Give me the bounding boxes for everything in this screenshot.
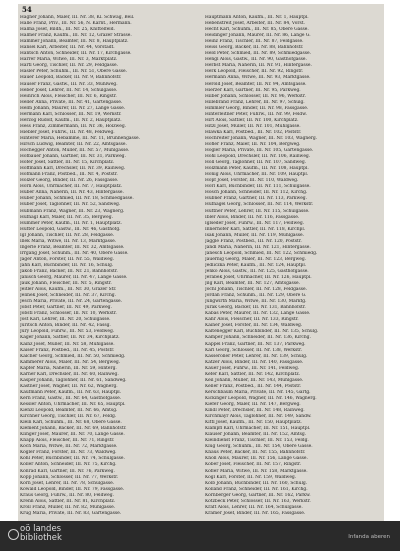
entry-line: Kirchmayr Alois, Taglöhner, III. Nr. 149, Sandw. [205,414,312,420]
entry-line: Hitzl Josef, Müller, III. Nr. 101, Mühlgasse. [205,123,301,129]
entry-line: Krenn Alois, Sattler, III. Nr. 81, Kirchplatz. [20,498,116,504]
entry-line: Hansel Karl, Arbeiter, III. Nr. 44, Vorstadt. [20,45,115,51]
entry-line: Hierzer Karl, Gärtner, III. Nr. 95, Parkweg. [205,87,301,93]
footer-bar [0,521,400,551]
entry-line: Hopf Josef, Förster, III. Nr. 110, Waldweg. [205,178,299,184]
entry-line: Jedliczka Peter, Kaufm., III. Nr. 124, Hauptpl. [205,262,307,268]
entry-line: Jäggle Franz, Postbed., III. Nr. 120, Poststr. [205,238,302,244]
entry-line: Kainz Josef, Müller, III. Nr. 58, Mühlgasse. [20,341,115,347]
entry-line: Herold Josef, Beamter, III. Nr. 94, Amtsgasse. [205,81,307,87]
entry-line: Klug Georg, Schuhm., III. Nr. 154, Obere Gasse. [205,444,313,450]
entry-line: Keil Johann, Müller, III. Nr. 143, Mühlgasse. [205,377,304,383]
entry-line: Kaltenegger Karl, Buchbinder, III. Nr. 135, Schulg. [205,329,319,335]
left-column [20,15,196,517]
entry-line: Horn Alois, Uhrmacher, III. Nr. 7, Hauptplatz. [20,184,123,190]
entry-line: Jerabek Josef, Uhrmacher, III. Nr. 126, Hauptpl. [205,275,312,281]
entry-line: Hufnagl Karl, Maler, III. Nr. 35, Bergweg. [20,214,113,220]
entry-line: Kappel Franz, Gärtner, III. Nr. 137, Parkweg. [205,341,306,347]
entry-line: Hauser Franz, Gastw., III. Nr. 33, Mühlweg. [20,81,118,87]
entry-line: Held Peter, Schmied, III. Nr. 89, Schmiedgasse. [205,51,312,57]
entry-line: Kogler Franz, Förster, III. Nr. 73, Waldweg. [20,450,117,456]
entry-line: Hummer Peter, Kaufm., III. Nr. 1, Hauptplatz. [20,220,122,226]
entry-line: Hubner Franz, Gärtner, III. Nr. 113, Parkweg. [205,196,308,202]
entry-line: Kager Johann, Sattler, III. Nr. 34, Kirchplatz. [20,335,120,341]
entry-line: Knoll Alois, Maurer, III. Nr. 156, Lange Gasse. [205,456,308,462]
entry-line: Klinger Josef, Maurer, III. Nr. 70, Lange Gasse. [20,432,125,438]
entry-line: Holzmann Peter, Kaufm., III. Nr. 108, Hauptpl. [205,166,309,172]
entry-line: Kickinger Leopold, Wagner, III. Nr. 146, Wagnerg. [205,395,317,401]
entry-line: Herk Leopold, Fleischer, III. Nr. 92, Ringstr. [205,69,304,75]
entry-line: Hönig Alois, Uhrmacher, III. Nr. 109, Hauptpl. [205,172,309,178]
entry-line: Karl Georg, Schlosser, III. Nr. 138, Werkstr. [205,347,303,353]
entry-line: Kober Josef, Fleischer, III. Nr. 157, Ringstr. [205,462,302,468]
entry-line: Kindl Peter, Drechsler, III. Nr. 148, Rainweg. [205,408,305,414]
entry-line: Jauernig Georg, Maler, III. Nr. 123, Bergweg. [205,256,307,262]
entry-line: Hösch Johann, Schneider, III. Nr. 112, Kirchg. [205,190,308,196]
entry-line: Holzer Georg, Binder, III. Nr. 26, Fassgasse. [20,178,119,184]
entry-line: Kauer Josef, Fuhrw., III. Nr. 141, Feldweg. [205,365,300,371]
page-number: 54 [22,5,32,14]
entry-line: Himmler Georg, Binder, III. Nr. 98, Fassgasse. [205,105,309,111]
entry-line: Herzog Rudolf, Kaufm., III. Nr. 2, Hauptplatz. [20,117,122,123]
entry-line: Hess Franz, Zimmermann, III. Nr. 36, Holzweg. [20,123,127,129]
entry-line: Hilber Johann, Schlosser, III. Nr. 96, Werkstr. [205,93,306,99]
entry-line: Knaus Peter, Bäcker, III. Nr. 155, Bahnhofstr. [205,450,306,456]
logo-circle-icon [8,529,19,540]
entry-line: Kasper Johann, Taglöhner, III. Nr. 61, Sandweg. [20,377,127,383]
entry-line: Kessler Anton, Uhrmacher, III. Nr. 65, Hauptpl. [20,402,126,407]
entry-line: Klein Karl, Schuhm., III. Nr. 68, Obere Gasse. [20,420,122,426]
entry-line: Hinterleitner Peter, Fuhrw., III. Nr. 99, Feldw. [205,111,307,117]
entry-line: Huber Josef, Taglöhner, III. Nr. 52, Sandweg. [20,202,121,208]
entry-line: Kastner Josef, Wagner, III. Nr. 62, Wagnerg. [20,383,118,389]
entry-line: Kirchner Georg, Tischler, III. Nr. 67, Feldg. [20,414,117,420]
entry-line: Hirsch Ludwig, Beamter, III. Nr. 22, Amtsgasse. [20,141,127,147]
entry-line: Knapp Alois, Fleischer, III. Nr. 71, Ringstr. [20,438,115,444]
entry-line: Ingerle Franz, Beamter, III. Nr. 32, Amtsgasse. [20,244,125,250]
entry-line: Hörl Karl, Buchbinder, III. Nr. 111, Schulgasse. [205,184,311,190]
entry-line: Jungwirth Maria, Witwe, III. Nr. 130, Marktg. [205,299,307,305]
entry-line: Jesch Maria, Private, III. Nr. 24, Gartengasse. [20,299,122,305]
entry-line: Hiebler Josef, Fuhrw., III. Nr. 48, Feldweg. [20,129,115,135]
entry-line: Hermann Anna, Witwe, III. Nr. 93, Marktgasse. [205,75,311,81]
entry-line: Kopp Johann, Schlosser, III. Nr. 77, Werkstr. [20,474,119,480]
entry-line: Höfler Franz, Maler, III. Nr. 104, Bergweg. [205,141,301,147]
entry-line: Hermann Karl, Schlosser, III. Nr. 19, Werkstr. [20,111,122,117]
entry-line: Irrgang Josef, Schuhm., III. Nr. 40, Obere Gasse. [20,250,129,256]
entry-line: Kolb Johann, Buchbinder, III. Nr. 160, Schulg. [205,480,308,486]
entry-line: Ibler Alois, Binder, III. Nr. 116, Fassgasse. [205,214,300,220]
entry-line: Hirt Alois, Sattler, III. Nr. 100, Kirchplatz. [205,117,299,123]
entry-line: Herbst Maria, Näherin, III. Nr. 91, Hintergasse. [205,63,312,69]
entry-line: Kiefer Georg, Maler, III. Nr. 147, Bergweg. [205,402,301,407]
logo-line-2: bibliothek [20,533,62,543]
entry-line: Jäger Anton, Förster, III. Nr. 55, Waldweg. [20,256,115,262]
entry-line: Kern Franz, Gastw., III. Nr. 64, Gasthofgasse. [20,395,122,401]
entry-line: Kornberger Georg, Gärtner, III. Nr. 162, Parkw. [205,492,311,498]
entry-line: Kleindienst Franz, Tischler, III. Nr. 153, Feldg. [205,438,309,444]
entry-line: Kramer Josef, Binder, III. Nr. 165, Fassgasse. [205,510,306,516]
entry-line: Hubmann Franz, Wagner, III. Nr. 23, Wagnerg. [20,208,125,214]
entry-line: Hauer Leopold, Bäcker, III. Nr. 9, Bahnhofstr. [20,75,122,81]
entry-line: Kienzl Leopold, Beamter, III. Nr. 66, Amtsg. [20,408,118,414]
entry-line: Klement Johann, Bäcker, III. Nr. 69, Bahnhofstr. [20,426,127,432]
document-page [18,4,384,521]
entry-line: Iglseder Josef, Fuhrw., III. Nr. 117, Feldweg. [205,220,305,226]
entry-line: Hammer Johann, Beamter, III. Nr. 8, Hauptplatz. [20,39,129,45]
entry-line: Harrer Maria, Witwe, III. Nr. 3, Marktplatz. [20,57,118,63]
entry-line: Hüttner Peter, Lehrer, III. Nr. 115, Schulgasse. [205,208,310,214]
entry-line: Kogl Karl, Förster, III. Nr. 159, Waldweg. [205,474,297,480]
entry-line: Heinz Franz, Tischler, III. Nr. 87, Feldgasse. [205,39,304,45]
entry-line: Hengl Alois, Gastw., III. Nr. 90, Gasthofgasse. [205,57,307,63]
entry-line: Klampfl Karl, Uhrmacher, III. Nr. 151, Hauptpl. [205,426,311,432]
entry-line: Huber Johann, Schmied, III. Nr. 18, Schmiedgasse. [20,196,134,202]
entry-line: Kaufmann Peter, Kaufm., III. Nr. 63, Hauptpl. [20,389,122,395]
entry-line: Halle Franz, Priv., III. Nr. 56, N. Kärnt., Hermann. [20,21,132,27]
entry-line: Innerhofer Karl, Sattler, III. Nr. 118, Kirchpl. [205,226,306,232]
entry-line: Hinterer Maria, Hebamme, III. Nr. 11, Brunnengasse. [20,135,140,141]
entry-line: Jöbstl Franz, Schlosser, III. Nr. 10, Werkstr. [20,311,117,317]
entry-line: Hantsch Anton, Schneider, III. Nr. 17, Kirchgasse. [20,51,132,57]
entry-line: Koch Maria, Witwe, III. Nr. 72, Marktgasse. [20,444,118,450]
entry-line: Janisch Georg, Maurer, III. Nr. 47, Lange Gasse. [20,275,128,281]
entry-line: Hartl Georg, Tischler, III. Nr. 29, Feldgasse. [20,63,119,69]
entry-line: Hlawka Karl, Postbed., III. Nr. 102, Poststr. [205,129,302,135]
entry-line: Jurak Georg, Bäcker, III. Nr. 131, Bahnhofstr. [205,305,306,311]
entry-line: Jandl Maria, Näherin, III. Nr. 121, Hintergasse. [205,244,311,250]
entry-line: Jenko Alois, Gastw., III. Nr. 125, Gasthofgasse. [205,268,309,274]
entry-line: Jauk Johann, Fleischer, III. Nr. 5, Ringstr. [20,281,112,287]
entry-line: Hofbauer Johann, Gärtner, III. Nr. 31, Parkweg. [20,154,126,160]
entry-line: Janesch Leopold, Schmied, III. Nr. 122, Schmiedg. [205,250,318,256]
entry-line: Hecht Karl, Schuhm., III. Nr. 85, Obere Gasse. [205,27,309,33]
entry-line: Jöchl Johann, Tischler, III. Nr. 128, Feldgasse. [205,287,308,293]
entry-line: Klauser Johann, Beamter, III. Nr. 152, Amtsg. [205,432,307,438]
entry-line: Kahr Alois, Fleischer, III. Nr. 133, Ringstr. [205,317,299,323]
entry-line: Hofer Josef, Sattler, III. Nr. 15, Kirchplatz. [20,160,115,166]
entry-line: Katzer Alois, Binder, III. Nr. 140, Fassgasse. [205,359,304,365]
entry-line: Keller Franz, Postbed., III. Nr. 144, Poststr. [205,383,302,389]
entry-line: Kotzbeck Peter, Schlosser, III. Nr. 163, Werkstr. [205,498,311,504]
entry-line: Kraft Alois, Lehrer, III. Nr. 164, Schulgasse. [205,504,303,510]
entry-line: Kraus Georg, Fuhrw., III. Nr. 80, Feldweg. [20,492,114,498]
entry-line: Kapfer Maria, Näherin, III. Nr. 59, Hinterg. [20,365,117,371]
entry-line: Kröll Franz, Müller, III. Nr. 82, Mühlgasse. [20,504,116,510]
entry-line: Kamper Johann, Schneider, III. Nr. 136, Kirchg. [205,335,311,341]
logo-line-1: oö landes [20,524,62,534]
entry-line: Hagner Johann, Maler, III. Nr. 38, Kl. Schwag, Beil. [20,15,135,20]
entry-line: Hoffmann Karl, Drechsler, III. Nr. 39, Rainweg. [20,166,126,172]
entry-line: Kolland Franz, Schneider, III. Nr. 161, Kirchg. [205,486,308,492]
entry-line: Hebenstreit Josef, Arbeiter, III. Nr. 84, Vorst. [205,21,305,27]
entry-line: Igl Johann, Tischler, III. Nr. 28, Feldgasse. [20,232,115,238]
entry-line: Hutter Leopold, Gastw., III. Nr. 46, Gasthofg. [20,226,121,232]
entry-line: Koller Anton, Schneider, III. Nr. 75, Kirchg. [20,462,117,468]
entry-line: Högler Maria, Private, III. Nr. 105, Gartengasse. [205,148,314,154]
entry-line: Kabas Peter, Maurer, III. Nr. 132, Lange Gasse. [205,311,311,317]
entry-line: Konrad Karl, Gärtner, III. Nr. 76, Parkweg. [20,468,115,474]
entry-line: Kofler Maria, Witwe, III. Nr. 158, Marktgasse. [205,468,308,474]
entry-line: Karner Karl, Drechsler, III. Nr. 60, Rainweg. [20,371,119,377]
entry-line: Halmer Franz, Kaufm., III. Nr. 12, Grazer Strasse. [20,33,132,39]
entry-line: Korn Josef, Lehrer, III. Nr. 78, Schulgasse. [20,480,115,486]
entry-line: Heber Josef, Lehrer, III. Nr. 14, Schulgasse. [20,87,118,93]
entry-line: Kaiser Franz, Postbed., III. Nr. 45, Poststr. [20,347,115,353]
entry-line: Kalcher Georg, Schmied, III. Nr. 50, Schmiedg. [20,353,126,359]
entry-line: Jahn Karl, Buchbinder, III. Nr. 16, Schulg. [20,262,114,268]
entry-line: Hufnagel Georg, Schlosser, III. Nr. 114, Werkstr. [205,202,314,208]
entry-line: Isak Johann, Müller, III. Nr. 119, Mühlgasse. [205,232,304,238]
entry-line: Jost Karl, Lehrer, III. Nr. 20, Schulgasse. [20,317,111,323]
entry-line: Hofmann Franz, Postbed., III. Nr. 4, Poststr. [20,172,118,178]
entry-line: Heinrich Alois, Fleischer, III. Nr. 6, Ringstr. [20,93,117,99]
right-column [205,15,381,517]
entry-line: Kohl Peter, Buchbinder, III. Nr. 74, Schulgasse. [20,456,125,462]
entry-line: Kammerer Alois, Maler, III. Nr. 54, Bergweg. [20,359,121,365]
entry-line: Hochegger Anton, Müller, III. Nr. 57, Mühlgasse. [20,148,130,154]
entry-line: Hillebrand Franz, Lehrer, III. Nr. 97, Schulg. [205,99,305,105]
entry-line: Huber Anna, Näherin, III. Nr. 43, Hintergasse. [20,190,124,196]
entry-line: Kasseroller Peter, Lehrer, III. Nr. 139, Schulg. [205,353,308,359]
entry-line: Hochreiter Johann, Wagner, III. Nr. 103, Wagnerg. [205,135,318,141]
entry-line: Jury Leopold, Fuhrw., III. Nr. 53, Feldweg. [20,329,115,335]
entry-line: Jordan Franz, Schuhm., III. Nr. 129, Obere G. [205,293,307,299]
entry-line: Krug Maria, Private, III. Nr. 83, Gartengasse. [20,510,122,516]
entry-line: Kefer Karl, Sattler, III. Nr. 142, Kirchplatz. [205,371,301,377]
entry-line: Jobst Peter, Gärtner, III. Nr. 49, Parkweg. [20,305,112,311]
entry-line: Hohl Leopold, Drechsler, III. Nr. 106, Rainweg. [205,154,311,160]
entry-line: Illek Maria, Witwe, III. Nr. 13, Marktgasse. [20,238,117,244]
entry-line: Jeitler Alois, Kaufm., III. Nr. 30, Grazer Str. [20,287,117,293]
footer-right-text: Infanda aberen [348,534,390,540]
entry-line: Jilg Karl, Beamter, III. Nr. 127, Amtsgasse. [205,281,301,287]
entry-line: Heiss Georg, Bäcker, III. Nr. 88, Bahnhofstr. [205,45,304,51]
entry-line: Heidinger Johann, Maurer, III. Nr. 86, Lange G. [205,33,311,39]
entry-line: Kowald Leopold, Binder, III. Nr. 79, Fassgasse. [20,486,125,492]
entry-line: Hasler Peter, Schuhm., III. Nr. 51, Obere Gasse. [20,69,127,75]
entry-line: Hauptmann Anton, Kaufm., III. Nr. 1, Hauptpl. [205,15,309,20]
entry-line: Jakob Franz, Bäcker, III. Nr. 21, Bahnhofstr. [20,268,118,274]
entry-line: Halma Josef, Bildh., III. Nr. 25, Knittelfeld. [20,27,115,33]
entry-line: Holl Georg, Taglöhner, III. Nr. 107, Sandweg. [205,160,307,166]
entry-line: Kainer Josef, Förster, III. Nr. 134, Waldweg. [205,323,303,329]
entry-line: Helm Johann, Maurer, III. Nr. 27, Lange Gasse. [20,105,126,111]
entry-line: Juritsch Anton, Binder, III. Nr. 42, Fassg. [20,323,111,329]
entry-line: Kittl Josef, Kaufm., III. Nr. 150, Hauptplatz. [205,420,302,426]
entry-line: Kerschbaum Maria, Private, III. Nr. 145, Gartg. [205,389,311,395]
entry-line: Heller Anna, Private, III. Nr. 41, Gartengasse. [20,99,123,105]
entry-line: Jelinek Josef, Schneider, III. Nr. 37, Kirchg. [20,293,117,299]
